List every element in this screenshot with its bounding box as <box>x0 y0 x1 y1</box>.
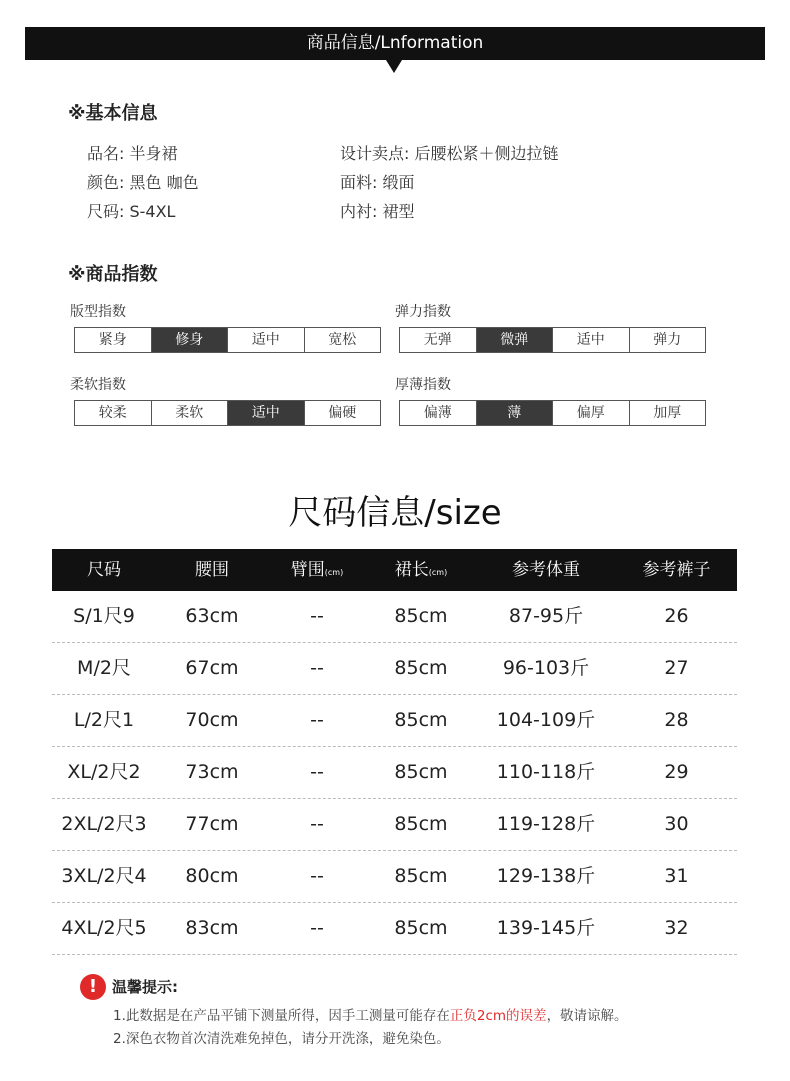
cell-length: 85cm <box>394 813 448 835</box>
tips-title: 温馨提示: <box>112 978 178 996</box>
table-row <box>52 591 737 643</box>
info-name <box>87 141 178 164</box>
info-size-value: S-4XL <box>129 202 176 221</box>
cell-pants: 26 <box>664 605 689 627</box>
cell-size: 3XL/2尺4 <box>61 865 147 887</box>
cell-weight: 104-109斤 <box>496 709 596 731</box>
cell-length: 85cm <box>394 605 448 627</box>
stretch-index-scale <box>399 327 706 353</box>
thickness-index-option: 加厚 <box>629 401 706 425</box>
cell-arm: -- <box>310 813 324 835</box>
banner-notch-icon <box>386 60 402 73</box>
info-lining <box>340 199 415 222</box>
cell-size: S/1尺9 <box>73 605 135 627</box>
cell-size: 2XL/2尺3 <box>61 813 147 835</box>
cell-weight: 110-118斤 <box>496 761 596 783</box>
cell-waist: 70cm <box>185 709 239 731</box>
header-size-text: 尺码 <box>87 560 121 580</box>
cell-weight: 139-145斤 <box>496 917 596 939</box>
cell-pants: 29 <box>664 761 689 783</box>
cell-weight: 87-95斤 <box>508 605 584 627</box>
table-row <box>52 903 737 955</box>
table-row <box>52 851 737 903</box>
fit-index-scale <box>74 327 381 353</box>
fit-index-option: 修身 <box>151 328 228 352</box>
fit-index-option: 宽松 <box>304 328 381 352</box>
info-fabric-value: 缎面 <box>382 173 415 192</box>
tip-line-1-highlight: 正负2cm的误差 <box>449 1008 547 1024</box>
info-fabric <box>340 170 415 193</box>
cell-size: M/2尺 <box>77 657 131 679</box>
softness-index-option: 柔软 <box>151 401 228 425</box>
basic-info-heading: ※基本信息 <box>68 103 158 124</box>
stretch-index-option: 无弹 <box>423 332 452 348</box>
stretch-index-option: 微弹 <box>476 328 553 352</box>
cell-pants: 32 <box>664 917 689 939</box>
header-arm-text: 臂围 <box>290 560 325 580</box>
thickness-index-option: 偏薄 <box>423 405 452 421</box>
cell-arm: -- <box>310 657 324 679</box>
info-name-value: 半身裙 <box>129 144 178 163</box>
cell-arm: -- <box>310 761 324 783</box>
header-weight <box>476 549 616 591</box>
header-banner <box>25 27 765 60</box>
cell-arm: -- <box>310 709 324 731</box>
tip-line-1-pre: 1.此数据是在产品平铺下测量所得，因手工测量可能存在 <box>113 1008 450 1024</box>
size-title: 尺码信息/size <box>288 493 502 533</box>
info-size <box>87 199 175 222</box>
cell-pants: 30 <box>664 813 689 835</box>
cell-size: L/2尺1 <box>73 709 135 731</box>
tip-line-1-post: ，敬请谅解。 <box>546 1008 628 1024</box>
cell-waist: 63cm <box>185 605 239 627</box>
cell-pants: 27 <box>664 657 689 679</box>
cell-length: 85cm <box>394 761 448 783</box>
thickness-index-option: 偏厚 <box>552 401 629 425</box>
table-row <box>52 747 737 799</box>
info-selling-point-label: 设计卖点: <box>340 144 415 163</box>
softness-index-option: 较柔 <box>98 405 127 421</box>
softness-index-option: 偏硬 <box>304 401 381 425</box>
header-length <box>366 549 476 591</box>
cell-length: 85cm <box>394 865 448 887</box>
cell-waist: 67cm <box>185 657 239 679</box>
table-row <box>52 695 737 747</box>
cell-arm: -- <box>310 865 324 887</box>
thickness-index-label: 厚薄指数 <box>395 377 451 393</box>
info-selling-point <box>340 141 559 164</box>
product-index-heading: ※商品指数 <box>68 264 158 285</box>
size-table <box>52 549 737 955</box>
table-row <box>52 799 737 851</box>
cell-waist: 73cm <box>185 761 239 783</box>
info-color-value: 黑色 咖色 <box>129 173 199 192</box>
tip-line-1 <box>113 1004 628 1024</box>
header-arm-unit: (cm) <box>324 568 344 577</box>
stretch-index-option: 适中 <box>552 328 629 352</box>
cell-waist: 80cm <box>185 865 239 887</box>
info-fabric-label: 面料: <box>340 173 383 192</box>
info-size-label: 尺码: <box>87 202 130 221</box>
cell-pants: 28 <box>664 709 689 731</box>
header-length-unit: (cm) <box>428 568 448 577</box>
size-table-header <box>52 549 737 591</box>
cell-length: 85cm <box>394 709 448 731</box>
table-row <box>52 643 737 695</box>
softness-index-option: 适中 <box>227 401 304 425</box>
info-lining-label: 内衬: <box>340 202 383 221</box>
fit-index-option: 适中 <box>227 328 304 352</box>
header-arm <box>268 549 366 591</box>
header-length-text: 裙长 <box>394 560 429 580</box>
cell-waist: 77cm <box>185 813 239 835</box>
tip-line-2: 2.深色衣物首次清洗难免掉色，请分开洗涤，避免染色。 <box>113 1031 450 1047</box>
thickness-index-option: 薄 <box>476 401 553 425</box>
banner-title: 商品信息/Lnformation <box>306 33 484 53</box>
cell-weight: 96-103斤 <box>502 657 590 679</box>
info-name-label: 品名: <box>87 144 130 163</box>
stretch-index-option: 弹力 <box>629 328 706 352</box>
info-lining-value: 裙型 <box>382 202 415 221</box>
warning-icon: ! <box>80 974 106 1000</box>
cell-weight: 119-128斤 <box>496 813 596 835</box>
thickness-index-scale <box>399 400 706 426</box>
header-waist-text: 腰围 <box>195 560 229 580</box>
cell-length: 85cm <box>394 657 448 679</box>
cell-waist: 83cm <box>185 917 239 939</box>
header-pants-text: 参考裤子 <box>642 560 711 580</box>
cell-size: XL/2尺2 <box>67 761 141 783</box>
info-selling-point-value: 后腰松紧＋侧边拉链 <box>414 144 559 163</box>
cell-size: 4XL/2尺5 <box>61 917 147 939</box>
header-waist <box>156 549 268 591</box>
header-weight-text: 参考体重 <box>512 560 580 580</box>
softness-index-scale <box>74 400 381 426</box>
fit-index-label: 版型指数 <box>70 304 126 320</box>
info-color <box>87 170 199 193</box>
softness-index-label: 柔软指数 <box>70 377 126 393</box>
stretch-index-label: 弹力指数 <box>395 304 451 320</box>
header-size <box>52 549 156 591</box>
info-color-label: 颜色: <box>87 173 130 192</box>
cell-weight: 129-138斤 <box>496 865 596 887</box>
fit-index-option: 紧身 <box>98 332 127 348</box>
header-pants <box>616 549 737 591</box>
cell-pants: 31 <box>664 865 689 887</box>
cell-arm: -- <box>310 917 324 939</box>
cell-length: 85cm <box>394 917 448 939</box>
cell-arm: -- <box>310 605 324 627</box>
